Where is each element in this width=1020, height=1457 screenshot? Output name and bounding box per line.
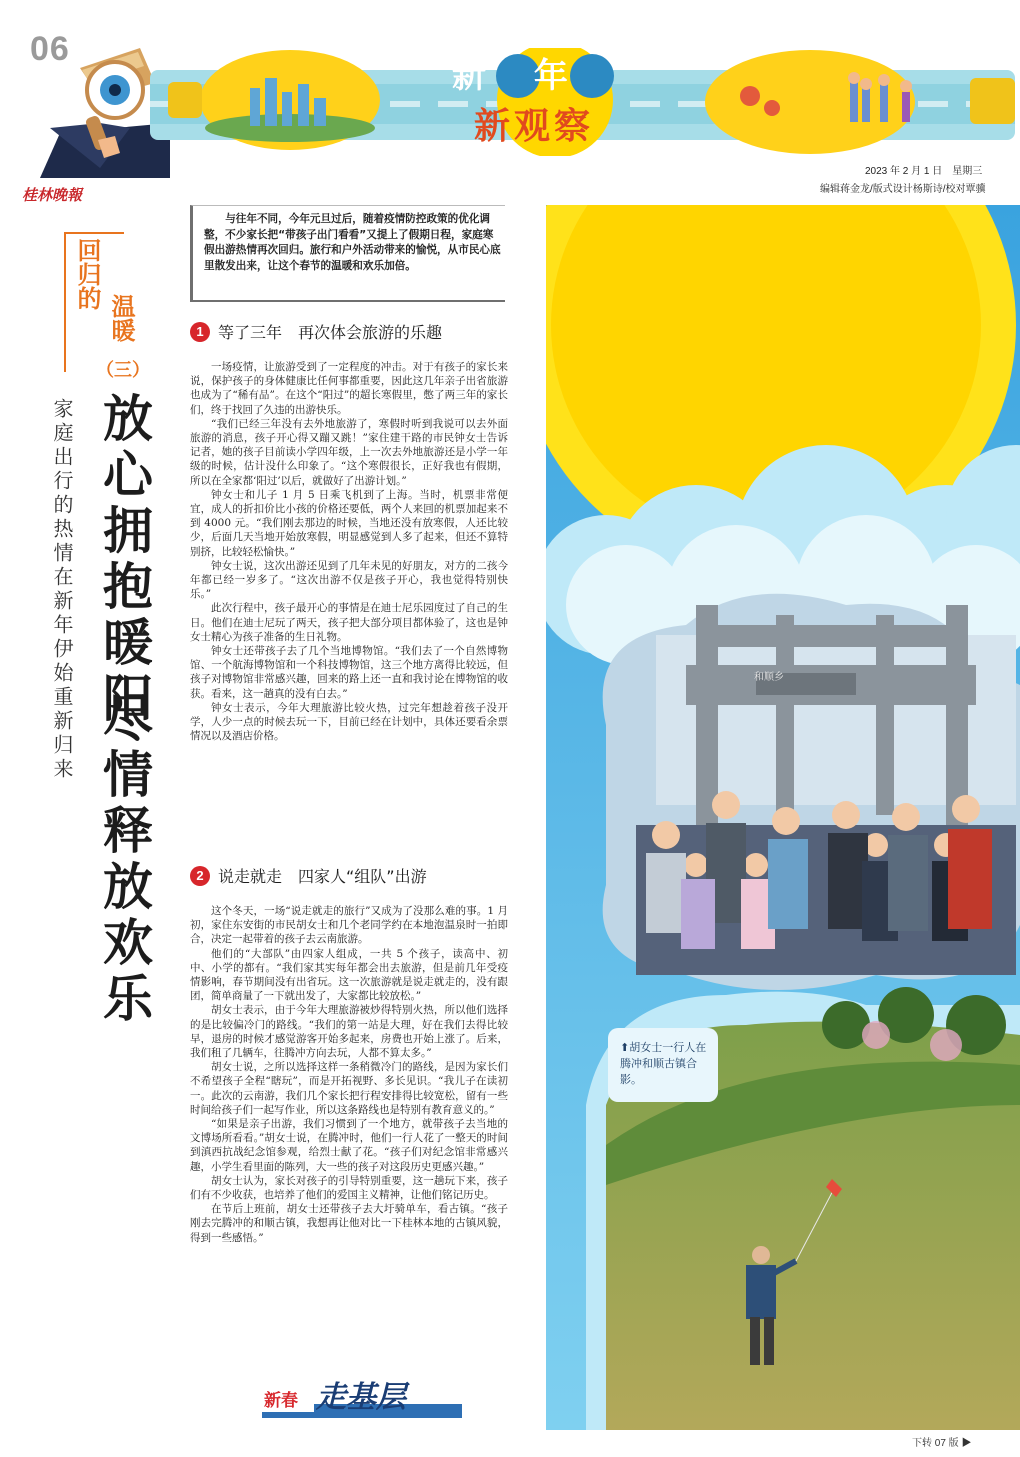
intro-text: 与往年不同，今年元旦过后，随着疫情防控政策的优化调整，不少家长把“带孩子出门看看”又提上了假期日程，家庭寒假出游热情再次回归。旅行和户外活动带来的愉悦，从市民心底里散发出来，让这个春节的温暖和欢乐加倍。 — [204, 213, 501, 272]
paragraph: 钟女士还带孩子去了几个当地博物馆。“我们去了一个自然博物馆、一个航海博物馆和一个科技博物馆，这三个地方离得比较远，但孩子对博物馆非常感兴趣，回来的路上还一直和我讨论在博物馆的收获。看来，这一趟真的没有白去。” — [190, 645, 508, 700]
section2-body — [190, 904, 508, 1245]
page-number: 06 — [30, 30, 70, 68]
arch-sign: 和顺乡 — [754, 672, 784, 683]
section1-body — [190, 360, 508, 743]
paragraph: 他们的“大部队”由四家人组成，一共 5 个孩子，读高中、初中、小学的都有。“我们家其实每年都会出去旅游，但是前几年受疫情影响，春节期间没有出省玩。这一次旅游就是说走就走的，没有跟团，简单商量了一下就出发了，大家都比较放松。” — [190, 947, 508, 1003]
section1-heading — [190, 320, 442, 343]
banner-title-line2: 新观察 — [474, 106, 595, 147]
section1-number-badge: 1 — [190, 322, 210, 342]
column-tag-red: 新春 — [264, 1391, 298, 1411]
paragraph: 钟女士表示，今年大理旅游比较火热，过完年想趁着孩子没开学，人少一点的时候去玩一下，目前已经在计划中，具体还要看余票情况以及酒店价格。 — [190, 701, 508, 743]
section2-heading — [190, 864, 427, 887]
editor-credits: 编辑蒋金龙/版式设计杨斯诗/校对覃骥 — [820, 184, 986, 195]
paragraph: 钟女士说，这次出游还见到了几年未见的好朋友，对方的二孩今年都已经一岁多了。“这次出游不仅是孩子开心，我也觉得特别快乐。” — [190, 559, 508, 601]
illustration-panel — [546, 205, 1020, 1430]
paragraph: 此次行程中，孩子最开心的事情是在迪士尼乐园度过了自己的生日。他们在迪士尼玩了两天，孩子把大部分项目都体验了，这也是钟女士精心为孩子准备的生日礼物。 — [190, 602, 508, 643]
series-label-part-a: 回归的 — [73, 238, 101, 310]
headline-line1: 放心拥抱暖阳 — [95, 392, 153, 728]
series-label-part-c: （三） — [96, 360, 150, 381]
paragraph: “我们已经三年没有去外地旅游了，寒假时听到我说可以去外面旅游的消息，孩子开心得又蹦又跳！”家住建干路的市民钟女士告诉记者，她的孩子目前读小学四年级，上一次去外地旅游还是小学一年级的时候，估计没什么印象了。“这个寒假很长，正好我也有假期，所以在全家都‘阳过’以后，就做好了出游计划。” — [190, 417, 508, 487]
paragraph: 在节后上班前，胡女士还带孩子去大圩骑单车，看古镇。“孩子刚去完腾冲的和顺古镇，我想再让他对比一下桂林本地的古镇风貌，得到一些感悟。” — [190, 1203, 508, 1244]
group-photo — [603, 594, 1020, 990]
series-label-part-b: 温暖 — [107, 294, 135, 342]
article-subtitle: 家庭出行的热情在新年伊始重新归来 — [50, 398, 74, 782]
paragraph: 这个冬天，一场“说走就走的旅行”又成为了没那么难的事。1 月初，家住东安街的市民胡女士和几个老同学约在本地泡温泉时一拍即合，决定一起带着的孩子去云南旅游。 — [190, 905, 508, 946]
paragraph: 一场疫情，让旅游受到了一定程度的冲击。对于有孩子的家长来说，保护孩子的身体健康比任何事都重要，因此这几年亲子出省旅游也成为了“稀有品”。在这个“阳过”的超长寒假里，憋了两三年的家长们，终于找回了久违的出游快乐。 — [190, 361, 508, 416]
column-tag-script: 走基层 — [316, 1380, 406, 1415]
photo-caption: ⬆胡女士一行人在腾冲和顺古镇合影。 — [620, 1041, 707, 1086]
paragraph: 胡女士表示，由于今年大理旅游被炒得特别火热，所以他们选择的是比较偏冷门的路线。“我们的第一站是大理，好在我们去得比较早，退房的时候才感觉游客开始多起来，房费也开始上涨了。后来，我们租了几辆车，往腾冲方向去玩，人都不算太多。” — [190, 1004, 508, 1060]
newspaper-logo: 桂林晚報 — [22, 186, 83, 204]
headline-line2: 尽情释放欢乐 — [95, 692, 153, 1028]
paragraph: 钟女士和儿子 1 月 5 日乘飞机到了上海。当时，机票非常便宜，成人的折扣价比小孩的价格还要低，两个人来回的机票加起来不到 4000 元。“我们刚去那边的时候，当地还没有放寒假，人还比较少，后面几天当地开始放寒假，明显感觉到人多了起来，但还不算特别挤，比较轻松愉快。” — [190, 488, 508, 558]
section2-title: 说走就走 四家人“组队”出游 — [218, 867, 427, 886]
section2-number-badge: 2 — [190, 866, 210, 886]
banner-title-line1: 新 年 — [452, 56, 586, 96]
issue-date: 2023 年 2 月 1 日 星期三 — [865, 166, 983, 177]
section1-title: 等了三年 再次体会旅游的乐趣 — [218, 323, 443, 342]
continued-on-note: 下转 07 版 ▶ — [912, 1438, 972, 1449]
paragraph: 胡女士说，之所以选择这样一条稍微冷门的路线，是因为家长们不希望孩子全程“瞎玩”，而是开拓视野、多长见识。“我儿子在读初一。此次的云南游，我们几个家长把行程安排得比较宽松，留有一些时间给孩子们一起写作业，所以这条路线也是特别有教育意义的。” — [190, 1061, 508, 1116]
paragraph: 胡女士认为，家长对孩子的引导特别重要，这一趟玩下来，孩子们有不少收获，也培养了他们的爱国主义精神，让他们铭记历史。 — [190, 1174, 508, 1202]
paragraph: “如果是亲子出游，我们习惯到了一个地方，就带孩子去当地的文博场所看看。”胡女士说，在腾冲时，他们一行人花了一整天的时间到滇西抗战纪念馆参观，给烈士献了花。“孩子们对纪念馆非常感兴趣，小学生看里面的陈列，大一些的孩子对这段历史更感兴趣。” — [190, 1118, 508, 1173]
